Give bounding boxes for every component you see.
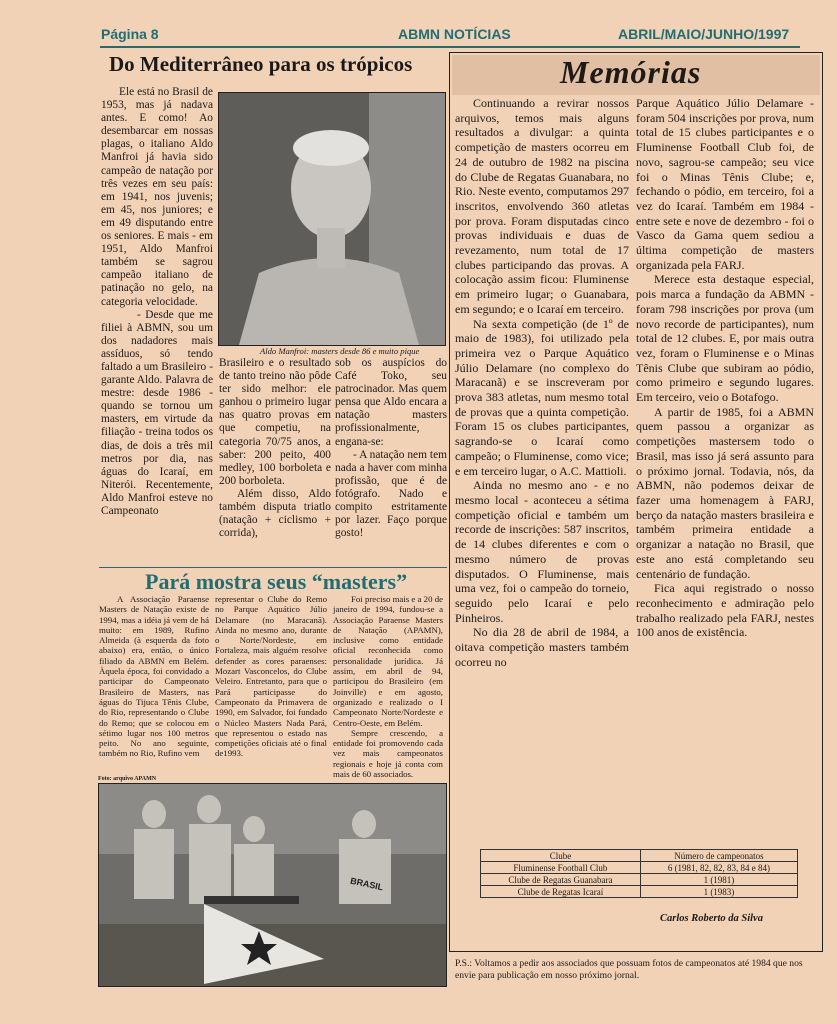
header-rule <box>100 46 800 48</box>
memorias-paragraph: Fica aqui registrado o nosso reconhecimento e admiração pelo trabalho realizado pela FARJ, nestes 100 anos de existência. <box>636 581 814 640</box>
article-paragraph: A Associação Paraense Masters de Natação existe de 1994, mas a idéia já vem de há muito: em 1989, Rufino Almeida (à esquerda da foto abaixo) era, então, o único filiado da ABMN em Belém. Àquela época, foi convidado a participar do Campeonato Brasileiro de Masters, nas águas do Tijuca Tênis Clube, do Rio, representando o Clube do Remo; que se colocou em sétimo lugar nos 100 metros peito. No ano seguinte, também no Rio, Rufino vem <box>99 594 209 759</box>
memorias-paragraph: Na sexta competição (de 1º de maio de 1983), foi utilizado pela primeira vez o Parque Aquático Júlio Delamare (no complexo do Maracanã) e se inscreveram por prova 383 atletas, num mesmo total de provas que a quinta competição. Foram 15 os clubes participantes, sagrando-se o Icaraí como campeão; o Fluminense, como vice; e em terceiro lugar, o A.C. Mattioli. <box>455 316 629 478</box>
article2-column-2 <box>215 594 327 759</box>
photo-caption: Aldo Manfroi: masters desde 86 e muito pique <box>260 346 420 356</box>
article-paragraph: Além disso, Aldo também disputa triatlo (natação + ciclismo + corrida), <box>219 487 331 540</box>
article-column-1 <box>101 86 213 518</box>
memorias-paragraph: Merece esta destaque especial, pois marca a fundação da ABMN - foram 798 inscrições por prova (um novo recorde de participantes), num total de 12 clubes. E, por mais outra vez, foram o Fluminense e o Minas Tênis Clube que subiram ao pódio, como primeiro e segundo lugares. Em terceiro, veio o Botafogo. <box>636 272 814 405</box>
group-photo <box>98 783 447 987</box>
memorias-column-1 <box>455 96 629 669</box>
article-paragraph: - Desde que me filiei à ABMN, sou um dos nadadores mais assíduos, só tendo faltado a um Brasileiro - garante Aldo. Palavra de mestre: desde 1986 - quando se tornou um masters, em virtude da filiação - treina todos os dias, de dois a três mil metros por dia, nas águas do Icaraí, em Niterói. Recentemente, Aldo Manfroi esteve no Campeonato <box>101 308 213 517</box>
memorias-paragraph: Continuando a revirar nossos arquivos, temos mais alguns resultados a divulgar: a quinta competição de masters ocorreu em 24 de outubro de 1982 na piscina do Clube de Regatas Guanabara, no Rio. Neste evento, computamos 297 inscritos, envolvendo 360 atletas por prova. Foram disputadas cinco provas individuais e duas de revezamento, num total de 17 clubes participando das provas. A colocação assim ficou: Fluminense em primeiro lugar; o Guanabara, em segundo; e o Icaraí em terceiro. <box>455 96 629 316</box>
table-cell: Fluminense Football Club <box>481 862 641 874</box>
article-paragraph: Brasileiro e o resultado de tanto treino não pôde ter sido melhor: ele ganhou o primeiro lugar nas quatro provas em que competiu, na categoria 70/75 anos, a saber: 200 peito, 400 medley, 100 borboleta e 200 borboleta. <box>219 357 331 487</box>
photo-credit: Foto: arquivo APAMN <box>98 776 157 782</box>
article2-column-3 <box>333 594 443 779</box>
article2-column-1 <box>99 594 209 759</box>
publication-name: ABMN NOTÍCIAS <box>398 26 511 42</box>
author-signature: Carlos Roberto da Silva <box>660 913 763 924</box>
memorias-column-2 <box>636 96 814 640</box>
memorias-paragraph: Ainda no mesmo ano - e no mesmo local - aconteceu a sétima competição oficial e também um recorde de inscrições: 587 inscritos, de 14 clubes diferentes e com o mesmo número de provas disputados. O Fluminense, mais uma vez, foi o campeão do torneio, seguido pelo Icaraí e pelo Pinheiros. <box>455 478 629 625</box>
article-paragraph: Ele está no Brasil de 1953, mas já nadava antes. E como! Ao desembarcar em nossas plagas, o italiano Aldo Manfroi já havia sido campeão de natação por três vezes em seu país: em 1941, nos juvenis; em 45, nos juniores; e em 49 disputando entre os seniores. E mais - em 1951, Aldo Manfroi também se sagrou campeão italiano de patinação no gelo, na categoria velocidade. <box>101 86 213 308</box>
article-paragraph: Foi preciso mais e a 20 de janeiro de 1994, fundou-se a Associação Paraense Masters de Natação (APAMN), inclusive como entidade oficial reconhecida como personalidade jurídica. Já assim, em abril de 94, participou do Brasileiro (em Joinville) e em agosto, organizado e realizado o I Campeonato Norte/Nordeste e Centro-Oeste, em Belém. <box>333 594 443 728</box>
table-row <box>481 874 798 886</box>
page-number: Página 8 <box>101 26 159 42</box>
article2-title: Pará mostra seus “masters” <box>145 569 408 594</box>
memorias-title: Memórias <box>560 54 702 90</box>
table-cell: Clube de Regatas Guanabara <box>481 874 641 886</box>
article-column-3 <box>335 357 447 540</box>
championships-table <box>480 849 798 898</box>
portrait-image <box>219 93 445 345</box>
article-title: Do Mediterrâneo para os trópicos <box>109 52 413 76</box>
table-cell: 6 (1981, 82, 82, 83, 84 e 84) <box>640 862 797 874</box>
article-paragraph: sob os auspícios do Café Toko, seu patrocinador. Mas quem pensa que Aldo encara a natação masters profissionalmente, engana-se: <box>335 357 447 448</box>
table-cell: Clube de Regatas Icaraí <box>481 886 641 898</box>
aldo-manfroi-photo <box>218 92 446 346</box>
issue-date: ABRIL/MAIO/JUNHO/1997 <box>618 26 790 42</box>
group-photo-image <box>99 784 446 986</box>
memorias-paragraph: No dia 28 de abril de 1984, a oitava competição masters também ocorreu no <box>455 625 629 669</box>
table-row <box>481 886 798 898</box>
postscript: P.S.: Voltamos a pedir aos associados que possuam fotos de campeonatos até 1984 que nos envie para publicação em nosso próximo jornal. <box>455 958 803 981</box>
article-paragraph: representar o Clube do Remo no Parque Aquático Júlio Delamare (no Maracanã). Ainda no mesmo ano, durante o Norte/Nordeste, em Fortaleza, mais alguém resolve defender as cores paraenses: Mozart Vasconcelos, do Clube Veleiro. Entretanto, para que o Pará participasse do Campeonato da Primavera de 1990, em Salvador, foi fundado o Núcleo Masters Nada Pará, que representou o estado nas competições oficiais até o final de1993. <box>215 594 327 759</box>
article-paragraph: - A natação nem tem nada a haver com minha profissão, que é de fotógrafo. Nado e compito estritamente por lazer. Faço porque gosto! <box>335 448 447 540</box>
article-paragraph: Sempre crescendo, a entidade foi promovendo cada vez mais campeonatos regionais e hoje já conta com mais de 60 associados. <box>333 727 443 780</box>
shirt-label: BRASIL <box>349 875 385 893</box>
section-rule <box>99 567 447 568</box>
table-header: Clube <box>481 850 641 862</box>
memorias-paragraph: A partir de 1985, foi a ABMN quem passou a organizar as competições mastersem todo o Brasil, mas isso já será assunto para o próximo jornal. Todavia, nós, da ABMN, não podemos deixar de fazer uma homenagem à FARJ, berço da natação masters brasileira e também primeira entidade a organizar a natação no Brasil, que este ano está completando seu centenário de fundação. <box>636 404 814 581</box>
article-column-2 <box>219 357 331 540</box>
memorias-paragraph: Parque Aquático Júlio Delamare - foram 504 inscrições por prova, num total de 15 clubes participantes e o Fluminense Football Club foi, de novo, sagrou-se campeão; seu vice foi o Minas Tênis Clube; e, fechando o pódio, em terceiro, foi a vez do Icaraí. Também em 1984 - entre sete e nove de dezembro - foi o Vasco da Gama quem sediou a última competição de masters organizada pela FARJ. <box>636 96 814 272</box>
table-header: Número de campeonatos <box>640 850 797 862</box>
table-cell: 1 (1983) <box>640 886 797 898</box>
table-row <box>481 862 798 874</box>
table-cell: 1 (1981) <box>640 874 797 886</box>
